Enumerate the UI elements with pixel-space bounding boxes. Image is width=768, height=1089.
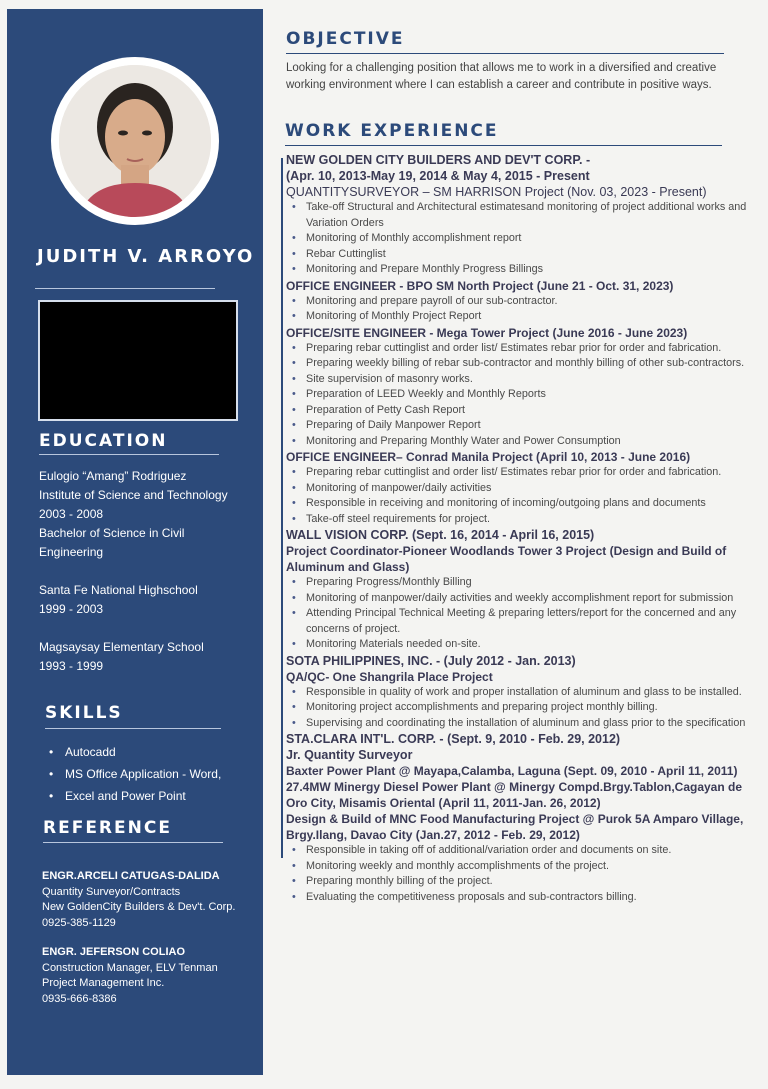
redacted-contact-block [38,300,238,421]
duty-item: • Responsible in taking off of additional/variation order and documents on site. [286,843,756,859]
reference-entry [42,869,235,931]
duty-item: • Preparing monthly billing of the project. [286,874,756,890]
divider [43,842,223,843]
duty-item: • Rebar Cuttinglist [286,247,756,263]
employer-heading: (Apr. 10, 2013-May 19, 2014 & May 4, 2015 - Present [286,169,590,183]
duty-list [286,685,756,732]
duty-item: • Monitoring project accomplishments and preparing project monthly billing. [286,700,756,716]
education-entry [39,638,204,676]
employer-heading: NEW GOLDEN CITY BUILDERS AND DEV'T CORP. - [286,153,591,167]
duty-item: • Responsible in receiving and monitoring of incoming/outgoing plans and documents [286,496,756,512]
divider [35,288,215,289]
school-name: Magsaysay Elementary School [39,640,204,654]
employer-heading: WALL VISION CORP. (Sept. 16, 2014 - April 16, 2015) [286,528,595,542]
education-entry [39,467,228,562]
duty-item: • Monitoring of manpower/daily activities and weekly accomplishment report for submission [286,591,756,607]
duty-item: • Site supervision of masonry works. [286,372,756,388]
position-heading: OFFICE ENGINEER– Conrad Manila Project (April 10, 2013 - June 2016) [286,450,691,464]
duty-item: • Monitoring and prepare payroll of our sub-contractor. [286,294,756,310]
duty-item: • Evaluating the competitiveness proposals and sub-contractors billing. [286,890,756,906]
duty-list [286,843,756,905]
duty-item: • Preparing of Daily Manpower Report [286,418,756,434]
duty-list [286,575,756,653]
position-heading: 27.4MW Minergy Diesel Power Plant @ Minergy Compd.Brgy.Tablon,Cagayan de Oro City, Misamis Oriental (April 11, 2011-Jan. 26, 2012) [286,780,743,810]
degree: Bachelor of Science in Civil [39,526,185,540]
divider [285,145,722,146]
skills-list [47,741,221,807]
reference-phone: 0925-385-1129 [42,916,116,929]
work-experience-heading: WORK EXPERIENCE [285,121,499,141]
position-heading: QUANTITYSURVEYOR – SM HARRISON Project (Nov. 03, 2023 - Present) [286,185,707,199]
duty-list [286,465,756,527]
school-years: 1993 - 1999 [39,659,104,673]
education-heading: EDUCATION [39,431,168,451]
employer-heading: SOTA PHILIPPINES, INC. - (July 2012 - Jan. 2013) [286,653,576,668]
school-name: Eulogio “Amang” Rodriguez [39,469,187,483]
employer-heading: Jr. Quantity Surveyor [286,748,413,762]
duty-item: • Monitoring and Prepare Monthly Progress Billings [286,262,756,278]
duty-item: • Supervising and coordinating the installation of aluminum and glass prior to the specification [286,716,756,732]
school-name: Institute of Science and Technology [39,488,228,502]
profile-photo [51,57,219,225]
reference-heading: REFERENCE [43,818,172,838]
reference-entry [42,945,218,1007]
school-years: 1999 - 2003 [39,602,104,616]
duty-item: • Preparing rebar cuttinglist and order list/ Estimates rebar prior for order and fabrication. [286,341,756,357]
employer-heading: STA.CLARA INT'L. CORP. - (Sept. 9, 2010 - Feb. 29, 2012) [286,732,621,746]
timeline-line [281,158,283,858]
duty-item: • Take-off Structural and Architectural estimatesand monitoring of project additional works and Variation Orders [286,200,756,231]
objective-heading: OBJECTIVE [286,29,405,49]
school-name: Santa Fe National Highschool [39,583,198,597]
reference-name: ENGR.ARCELI CATUGAS-DALIDA [42,870,220,882]
reference-name: ENGR. JEFERSON COLIAO [42,946,186,958]
duty-item: • Monitoring and Preparing Monthly Water and Power Consumption [286,434,756,450]
degree: Engineering [39,545,104,559]
education-entry [39,581,198,619]
reference-detail: Project Management Inc. [42,977,165,989]
position-heading: QA/QC- One Shangrila Place Project [286,669,493,684]
duty-item: • Attending Principal Technical Meeting & preparing letters/report for the concerned and any concerns of project. [286,606,756,637]
objective-text: Looking for a challenging position that allows me to work in a diversified and creative working environment where I can establish a career and contribute in positive ways. [286,62,717,91]
divider [286,53,724,54]
skill-item: • MS Office Application - Word, [47,763,221,785]
duty-item: • Monitoring of Monthly accomplishment report [286,231,756,247]
sidebar [7,9,263,1075]
position-heading: Design & Build of MNC Food Manufacturing Project @ Purok 5A Amparo Village, Brgy.Ilang, Davao City (Jan.27, 2012 - Feb. 29, 2012) [286,812,744,842]
position-heading: Project Coordinator-Pioneer Woodlands Tower 3 Project (Design and Build of Aluminum and Glass) [286,544,727,574]
reference-detail: Construction Manager, ELV Tenman [42,961,218,974]
duty-item: • Monitoring Materials needed on-site. [286,637,756,653]
duty-item: • Preparation of LEED Weekly and Monthly Reports [286,387,756,403]
skill-item: • Autocadd [47,741,221,763]
duty-item: • Preparing rebar cuttinglist and order list/ Estimates rebar prior for order and fabrication. [286,465,756,481]
duty-item: • Monitoring weekly and monthly accomplishments of the project. [286,859,756,875]
candidate-name: JUDITH V. ARROYO [37,246,255,267]
duty-item: • Monitoring of manpower/daily activities [286,481,756,497]
duty-list [286,341,756,450]
duty-item: • Preparing Progress/Monthly Billing [286,575,756,591]
work-experience-list [286,152,756,905]
reference-detail: Quantity Surveyor/Contracts [42,885,181,898]
skills-heading: SKILLS [45,703,123,723]
skill-item-continued: • Excel and Power Point [47,785,221,807]
position-heading: Baxter Power Plant @ Mayapa,Calamba, Laguna (Sept. 09, 2010 - April 11, 2011) [286,764,738,778]
duty-item: • Monitoring of Monthly Project Report [286,309,756,325]
position-heading: OFFICE/SITE ENGINEER - Mega Tower Project (June 2016 - June 2023) [286,325,688,340]
duty-item: • Responsible in quality of work and proper installation of aluminum and glass to be installed. [286,685,756,701]
divider [45,728,221,729]
duty-item: • Preparing weekly billing of rebar sub-contractor and monthly billing of other sub-contractors. [286,356,756,372]
school-years: 2003 - 2008 [39,507,104,521]
reference-detail: New GoldenCity Builders & Dev't. Corp. [42,901,236,913]
reference-phone: 0935-666-8386 [42,992,117,1005]
position-heading: OFFICE ENGINEER - BPO SM North Project (June 21 - Oct. 31, 2023) [286,278,674,293]
divider [39,454,219,455]
duty-list [286,200,756,278]
duty-item: • Take-off steel requirements for project. [286,512,756,528]
duty-list [286,294,756,325]
duty-item: • Preparation of Petty Cash Report [286,403,756,419]
